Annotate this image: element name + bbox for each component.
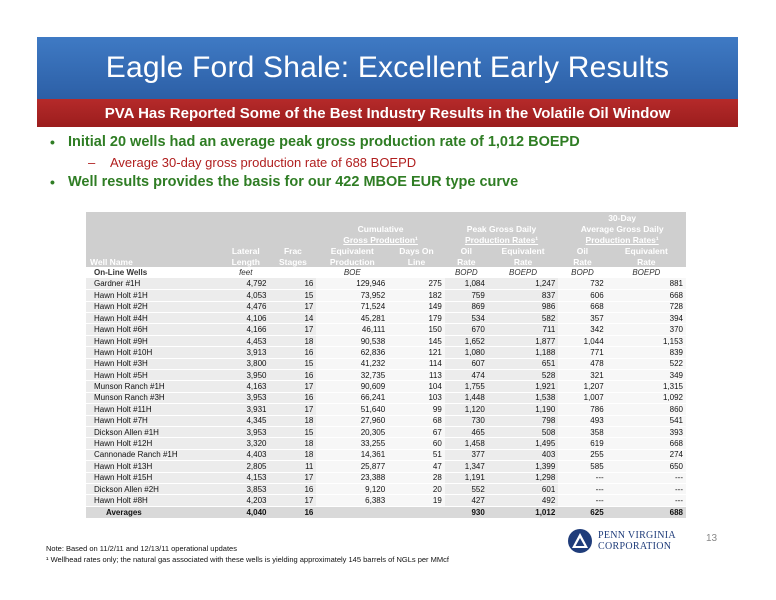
col-days: Days On <box>388 245 445 256</box>
cell-avg-eq: --- <box>607 472 686 483</box>
cell-equiv: 90,538 <box>316 335 388 346</box>
cell-name: Hawn Holt #6H <box>86 324 222 335</box>
cell-avg-oil: 1,044 <box>558 335 606 346</box>
cell-equiv: 6,383 <box>316 495 388 506</box>
cell-equiv: 33,255 <box>316 438 388 449</box>
cell-name: Hawn Holt #11H <box>86 404 222 415</box>
cell-avg-oil: 619 <box>558 438 606 449</box>
table-row <box>86 438 686 449</box>
cell-avg-oil: 668 <box>558 301 606 312</box>
cell-avg-eq: 393 <box>607 426 686 437</box>
cell-peak-oil: 1,755 <box>445 381 488 392</box>
cell-name: Hawn Holt #2H <box>86 301 222 312</box>
cell-equiv: 41,232 <box>316 358 388 369</box>
table-row <box>86 370 686 381</box>
cell-avg-eq: 370 <box>607 324 686 335</box>
col-peak-eq-2: Rate <box>488 256 558 267</box>
footnotes <box>46 543 449 565</box>
cell-frac: 16 <box>270 483 317 494</box>
cell-name: Hawn Holt #9H <box>86 335 222 346</box>
cell-days: 60 <box>388 438 445 449</box>
avg-avg-eq: 688 <box>607 506 686 517</box>
table-row <box>86 404 686 415</box>
cell-frac: 16 <box>270 392 317 403</box>
cell-lateral: 3,931 <box>222 404 270 415</box>
cell-peak-oil: 1,347 <box>445 461 488 472</box>
bullet-dot-icon: • <box>50 134 55 150</box>
cell-peak-oil: 474 <box>445 370 488 381</box>
cell-frac: 11 <box>270 461 317 472</box>
cell-name: Munson Ranch #1H <box>86 381 222 392</box>
units-label: On-Line Wells <box>94 268 148 278</box>
sub-bullet-item <box>50 152 750 172</box>
slide-subtitle: PVA Has Reported Some of the Best Industry Results in the Volatile Oil Window <box>37 99 738 127</box>
cell-lateral: 4,476 <box>222 301 270 312</box>
cell-avg-eq: 650 <box>607 461 686 472</box>
cell-lateral: 3,953 <box>222 392 270 403</box>
cell-avg-eq: 728 <box>607 301 686 312</box>
cell-peak-eq: 1,399 <box>488 461 558 472</box>
col-peak-oil: Oil <box>445 245 488 256</box>
col-peak-oil-2: Rate <box>445 256 488 267</box>
cell-frac: 15 <box>270 358 317 369</box>
cell-avg-eq: 1,153 <box>607 335 686 346</box>
cell-frac: 17 <box>270 472 317 483</box>
group-header-peak: Peak Gross Daily <box>445 223 558 234</box>
cell-avg-oil: 771 <box>558 347 606 358</box>
cell-peak-eq: 582 <box>488 313 558 324</box>
cell-frac: 17 <box>270 495 317 506</box>
cell-lateral: 3,853 <box>222 483 270 494</box>
cell-days: 121 <box>388 347 445 358</box>
cell-peak-eq: 528 <box>488 370 558 381</box>
cell-lateral: 4,345 <box>222 415 270 426</box>
col-avg-eq: Equivalent <box>607 245 686 256</box>
cell-frac: 18 <box>270 438 317 449</box>
bullet-item <box>50 172 750 192</box>
company-logo <box>567 528 676 554</box>
cell-avg-oil: 585 <box>558 461 606 472</box>
cell-lateral: 4,453 <box>222 335 270 346</box>
cell-peak-eq: 1,538 <box>488 392 558 403</box>
avg-peak-oil: 930 <box>445 506 488 517</box>
table-row <box>86 381 686 392</box>
cell-avg-eq: 541 <box>607 415 686 426</box>
bullet-item <box>50 132 750 152</box>
cell-avg-oil: --- <box>558 495 606 506</box>
cell-lateral: 4,153 <box>222 472 270 483</box>
logo-line1: PENN VIRGINIA <box>598 530 676 541</box>
cell-frac: 15 <box>270 290 317 301</box>
cell-avg-oil: 1,207 <box>558 381 606 392</box>
avg-frac: 16 <box>270 506 317 517</box>
cell-days: 103 <box>388 392 445 403</box>
cell-peak-eq: 837 <box>488 290 558 301</box>
cell-frac: 17 <box>270 404 317 415</box>
cell-peak-oil: 465 <box>445 426 488 437</box>
table-row <box>86 335 686 346</box>
cell-avg-eq: --- <box>607 495 686 506</box>
cell-avg-eq: 839 <box>607 347 686 358</box>
cell-frac: 17 <box>270 301 317 312</box>
footnote-line: ¹ Wellhead rates only; the natural gas associated with these wells is yielding approximately 145 barrels of NGLs per MMcf <box>46 555 449 564</box>
cell-lateral: 4,403 <box>222 449 270 460</box>
cell-equiv: 51,640 <box>316 404 388 415</box>
cell-avg-eq: 1,092 <box>607 392 686 403</box>
cell-peak-eq: 492 <box>488 495 558 506</box>
penn-virginia-logo-icon <box>567 528 593 554</box>
cell-avg-oil: 786 <box>558 404 606 415</box>
cell-lateral: 3,800 <box>222 358 270 369</box>
cell-avg-oil: 732 <box>558 278 606 289</box>
cell-name: Hawn Holt #8H <box>86 495 222 506</box>
cell-peak-oil: 377 <box>445 449 488 460</box>
table-row <box>86 313 686 324</box>
cell-avg-eq: 860 <box>607 404 686 415</box>
cell-equiv: 27,960 <box>316 415 388 426</box>
cell-name: Hawn Holt #7H <box>86 415 222 426</box>
cell-frac: 15 <box>270 426 317 437</box>
cell-avg-oil: 357 <box>558 313 606 324</box>
cell-peak-eq: 711 <box>488 324 558 335</box>
cell-equiv: 25,877 <box>316 461 388 472</box>
table-row <box>86 392 686 403</box>
cell-peak-eq: 403 <box>488 449 558 460</box>
group-header-30day-2: Average Gross Daily <box>558 223 686 234</box>
cell-peak-oil: 427 <box>445 495 488 506</box>
cell-frac: 16 <box>270 370 317 381</box>
cell-avg-eq: 394 <box>607 313 686 324</box>
table-row <box>86 290 686 301</box>
col-well-name: Well Name <box>86 256 222 267</box>
cell-equiv: 71,524 <box>316 301 388 312</box>
cell-name: Cannonade Ranch #1H <box>86 449 222 460</box>
cell-avg-oil: --- <box>558 483 606 494</box>
cell-days: 99 <box>388 404 445 415</box>
col-lateral: Lateral <box>222 245 270 256</box>
cell-peak-eq: 508 <box>488 426 558 437</box>
well-results-table <box>86 212 686 518</box>
cell-days: 114 <box>388 358 445 369</box>
cell-avg-oil: 342 <box>558 324 606 335</box>
cell-frac: 18 <box>270 335 317 346</box>
cell-name: Hawn Holt #4H <box>86 313 222 324</box>
table-row <box>86 415 686 426</box>
cell-peak-oil: 1,458 <box>445 438 488 449</box>
cell-days: 19 <box>388 495 445 506</box>
cell-frac: 17 <box>270 324 317 335</box>
avg-days <box>388 506 445 517</box>
cell-days: 51 <box>388 449 445 460</box>
cell-peak-eq: 1,188 <box>488 347 558 358</box>
cell-days: 104 <box>388 381 445 392</box>
avg-peak-eq: 1,012 <box>488 506 558 517</box>
table-row <box>86 449 686 460</box>
units-peak-oil: BOPD <box>454 268 478 278</box>
units-peak-eq: BOEPD <box>509 268 538 278</box>
cell-lateral: 2,805 <box>222 461 270 472</box>
cell-peak-oil: 759 <box>445 290 488 301</box>
cell-name: Hawn Holt #15H <box>86 472 222 483</box>
cell-peak-oil: 670 <box>445 324 488 335</box>
col-days-2: Line <box>388 256 445 267</box>
cell-equiv: 62,836 <box>316 347 388 358</box>
cell-peak-oil: 1,080 <box>445 347 488 358</box>
cell-name: Munson Ranch #3H <box>86 392 222 403</box>
cell-lateral: 4,053 <box>222 290 270 301</box>
cell-avg-eq: 274 <box>607 449 686 460</box>
table-row <box>86 472 686 483</box>
logo-line2: CORPORATION <box>598 541 672 552</box>
cell-avg-eq: 881 <box>607 278 686 289</box>
col-equiv: Equivalent <box>316 245 388 256</box>
cell-lateral: 4,203 <box>222 495 270 506</box>
group-header-30day-3: Production Rates¹ <box>585 234 659 245</box>
table-row <box>86 358 686 369</box>
cell-name: Hawn Holt #12H <box>86 438 222 449</box>
cell-equiv: 32,735 <box>316 370 388 381</box>
cell-days: 113 <box>388 370 445 381</box>
cell-peak-oil: 1,191 <box>445 472 488 483</box>
col-avg-eq-2: Rate <box>607 256 686 267</box>
slide-title: Eagle Ford Shale: Excellent Early Results <box>37 37 738 99</box>
cell-days: 275 <box>388 278 445 289</box>
cell-frac: 14 <box>270 313 317 324</box>
cell-days: 182 <box>388 290 445 301</box>
cell-peak-oil: 1,120 <box>445 404 488 415</box>
group-header-cumulative: Cumulative <box>316 223 444 234</box>
cell-equiv: 90,609 <box>316 381 388 392</box>
avg-equiv <box>316 506 388 517</box>
cell-days: 28 <box>388 472 445 483</box>
cell-peak-eq: 1,495 <box>488 438 558 449</box>
cell-days: 149 <box>388 301 445 312</box>
group-header-30day: 30-Day <box>558 212 686 223</box>
cell-equiv: 23,388 <box>316 472 388 483</box>
cell-peak-oil: 730 <box>445 415 488 426</box>
cell-peak-eq: 798 <box>488 415 558 426</box>
cell-equiv: 45,281 <box>316 313 388 324</box>
cell-avg-eq: 1,315 <box>607 381 686 392</box>
cell-peak-oil: 1,448 <box>445 392 488 403</box>
cell-peak-eq: 651 <box>488 358 558 369</box>
cell-avg-eq: 668 <box>607 290 686 301</box>
table-row <box>86 324 686 335</box>
note-line: Note: Based on 11/2/11 and 12/13/11 operational updates <box>46 544 237 553</box>
cell-lateral: 4,792 <box>222 278 270 289</box>
cell-days: 179 <box>388 313 445 324</box>
table-row <box>86 278 686 289</box>
cell-lateral: 4,106 <box>222 313 270 324</box>
table-row <box>86 461 686 472</box>
cell-frac: 16 <box>270 347 317 358</box>
cell-peak-oil: 534 <box>445 313 488 324</box>
cell-avg-oil: --- <box>558 472 606 483</box>
cell-avg-oil: 358 <box>558 426 606 437</box>
col-equiv-2: Production <box>316 256 388 267</box>
cell-name: Hawn Holt #13H <box>86 461 222 472</box>
cell-lateral: 3,953 <box>222 426 270 437</box>
cell-peak-oil: 1,652 <box>445 335 488 346</box>
cell-equiv: 129,946 <box>316 278 388 289</box>
units-lateral: feet <box>239 268 253 278</box>
table-row <box>86 347 686 358</box>
table-row <box>86 301 686 312</box>
cell-days: 20 <box>388 483 445 494</box>
cell-peak-eq: 1,247 <box>488 278 558 289</box>
cell-avg-oil: 493 <box>558 415 606 426</box>
cell-avg-eq: 349 <box>607 370 686 381</box>
cell-frac: 17 <box>270 381 317 392</box>
cell-name: Dickson Allen #1H <box>86 426 222 437</box>
col-frac: Frac <box>270 245 317 256</box>
bullet-text: Initial 20 wells had an average peak gross production rate of 1,012 BOEPD <box>68 134 580 150</box>
cell-peak-oil: 1,084 <box>445 278 488 289</box>
cell-lateral: 4,166 <box>222 324 270 335</box>
units-row <box>86 267 686 278</box>
cell-avg-eq: 668 <box>607 438 686 449</box>
cell-avg-eq: 522 <box>607 358 686 369</box>
cell-name: Gardner #1H <box>86 278 222 289</box>
avg-avg-oil: 625 <box>558 506 606 517</box>
cell-equiv: 46,111 <box>316 324 388 335</box>
averages-row <box>86 506 686 517</box>
cell-avg-oil: 1,007 <box>558 392 606 403</box>
units-avg-eq: BOEPD <box>632 268 661 278</box>
cell-name: Hawn Holt #3H <box>86 358 222 369</box>
cell-equiv: 73,952 <box>316 290 388 301</box>
cell-peak-eq: 986 <box>488 301 558 312</box>
cell-peak-oil: 607 <box>445 358 488 369</box>
cell-lateral: 4,163 <box>222 381 270 392</box>
bullet-text: Well results provides the basis for our 422 MBOE EUR type curve <box>68 174 519 190</box>
cell-frac: 18 <box>270 449 317 460</box>
page-number: 13 <box>706 533 718 544</box>
bullet-list <box>50 132 750 192</box>
col-avg-oil: Oil <box>558 245 606 256</box>
cell-equiv: 66,241 <box>316 392 388 403</box>
cell-peak-eq: 1,921 <box>488 381 558 392</box>
cell-peak-eq: 1,298 <box>488 472 558 483</box>
cell-peak-oil: 552 <box>445 483 488 494</box>
cell-peak-eq: 601 <box>488 483 558 494</box>
cell-frac: 16 <box>270 278 317 289</box>
cell-avg-oil: 321 <box>558 370 606 381</box>
cell-days: 67 <box>388 426 445 437</box>
table-row <box>86 483 686 494</box>
cell-name: Dickson Allen #2H <box>86 483 222 494</box>
units-equiv: BOE <box>343 268 361 278</box>
table-row <box>86 426 686 437</box>
cell-lateral: 3,320 <box>222 438 270 449</box>
col-frac-2: Stages <box>270 256 317 267</box>
cell-equiv: 9,120 <box>316 483 388 494</box>
cell-days: 150 <box>388 324 445 335</box>
cell-name: Hawn Holt #5H <box>86 370 222 381</box>
cell-avg-eq: --- <box>607 483 686 494</box>
cell-peak-oil: 869 <box>445 301 488 312</box>
sub-bullet-text: Average 30-day gross production rate of 688 BOEPD <box>110 154 417 170</box>
cell-peak-eq: 1,877 <box>488 335 558 346</box>
avg-name: Averages <box>86 506 222 517</box>
col-lateral-2: Length <box>222 256 270 267</box>
avg-lateral: 4,040 <box>222 506 270 517</box>
cell-days: 47 <box>388 461 445 472</box>
col-avg-oil-2: Rate <box>558 256 606 267</box>
cell-equiv: 20,305 <box>316 426 388 437</box>
col-peak-eq: Equivalent <box>488 245 558 256</box>
cell-name: Hawn Holt #1H <box>86 290 222 301</box>
cell-days: 145 <box>388 335 445 346</box>
group-header-peak-2: Production Rates¹ <box>464 234 539 245</box>
cell-avg-oil: 478 <box>558 358 606 369</box>
group-header-cumulative-2: Gross Production¹ <box>343 234 418 245</box>
units-avg-oil: BOPD <box>571 268 594 278</box>
cell-peak-eq: 1,190 <box>488 404 558 415</box>
dash-icon: – <box>88 154 96 170</box>
table-row <box>86 495 686 506</box>
cell-days: 68 <box>388 415 445 426</box>
cell-lateral: 3,950 <box>222 370 270 381</box>
cell-name: Hawn Holt #10H <box>86 347 222 358</box>
cell-frac: 18 <box>270 415 317 426</box>
cell-lateral: 3,913 <box>222 347 270 358</box>
cell-avg-oil: 255 <box>558 449 606 460</box>
cell-avg-oil: 606 <box>558 290 606 301</box>
cell-equiv: 14,361 <box>316 449 388 460</box>
bullet-dot-icon: • <box>50 174 55 190</box>
